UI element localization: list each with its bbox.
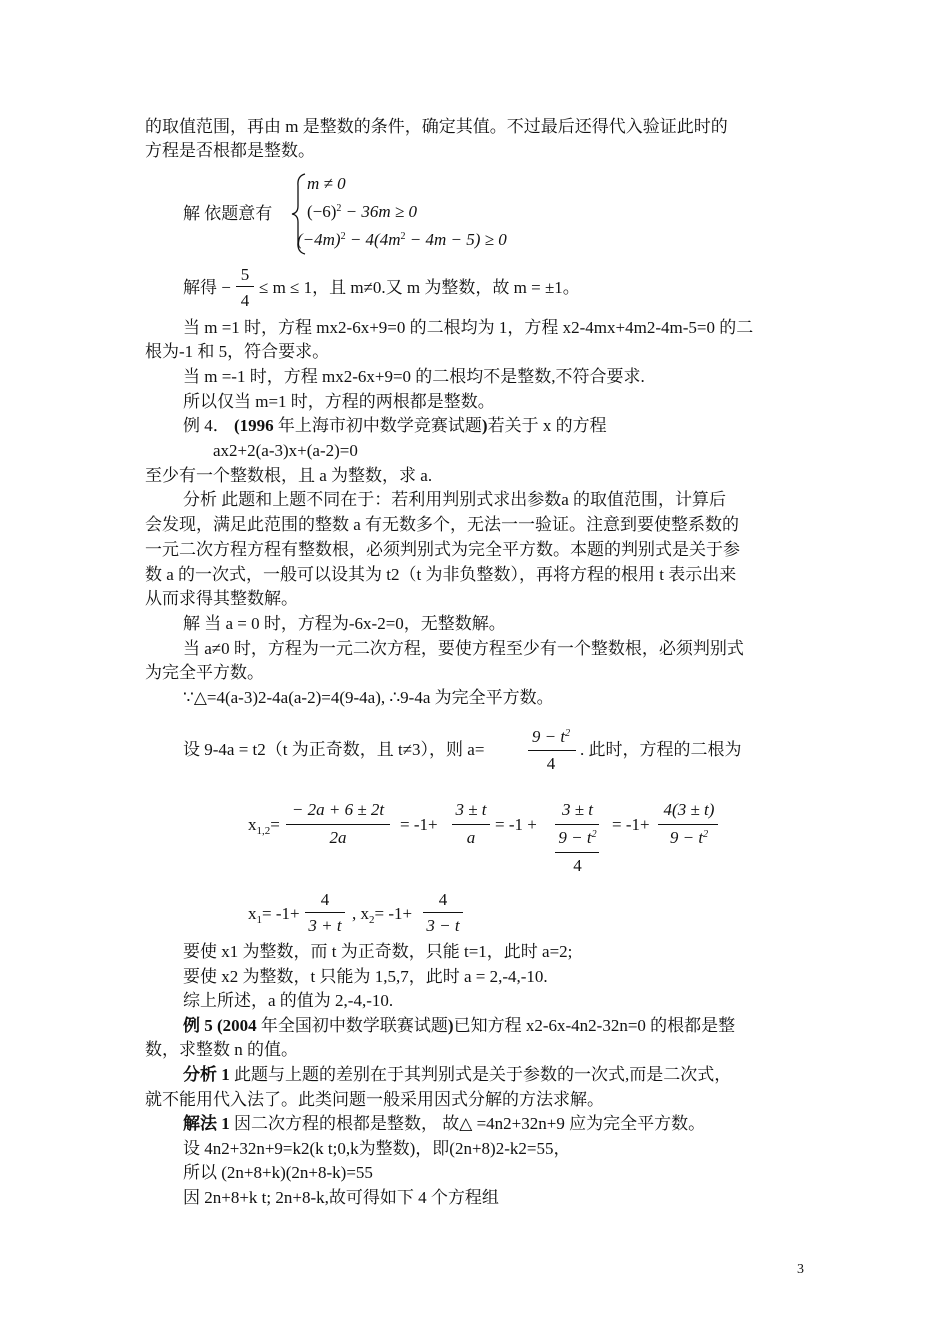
text-frag: = -1+ bbox=[262, 904, 300, 923]
text-line: 根为-1 和 5，符合要求。 bbox=[145, 342, 330, 361]
text-frag: (2004 bbox=[217, 1016, 257, 1035]
text-line: 设 9-4a = t2（t 为正奇数，且 t≠3），则 a= bbox=[183, 740, 485, 759]
text-line: 当 m =-1 时，方程 mx2-6x+9=0 的二根均不是整数,不符合要求. bbox=[183, 367, 645, 386]
text-frag: − 4(4m bbox=[345, 230, 401, 249]
frac-bar bbox=[555, 852, 599, 853]
text-line: 要使 x2 为整数，t 只能为 1,5,7，此时 a = 2,-4,-10. bbox=[183, 967, 548, 986]
frac-num: 5 bbox=[240, 265, 250, 284]
text-line: 为完全平方数。 bbox=[145, 663, 264, 682]
text-frag: − 4m − 5) ≥ 0 bbox=[405, 230, 507, 249]
frac-num: 3 ± t bbox=[561, 800, 594, 819]
text-line: 至少有一个整数根，且 a 为整数，求 a. bbox=[145, 466, 433, 485]
text-line: 当 m =1 时，方程 mx2-6x+9=0 的二根均为 1，方程 x2-4mx+4m2-4m-5=0 的二 bbox=[183, 318, 754, 337]
frac-bar bbox=[423, 912, 463, 913]
frac-bar bbox=[286, 824, 390, 825]
text-frag: 年全国初中数学联赛试题 bbox=[256, 1016, 448, 1035]
text-line: 解 依题意有 bbox=[183, 204, 273, 223]
text-frag: 已知方程 x2-6x-4n2-32n=0 的根都是整 bbox=[453, 1016, 736, 1035]
frac-den: 2a bbox=[329, 828, 347, 847]
text-line: 分析 此题和上题不同在于：若利用判别式求出参数a 的取值范围，计算后 bbox=[183, 490, 727, 509]
frac-num: 3 ± t bbox=[455, 800, 487, 819]
frac-den: 4 bbox=[240, 291, 250, 310]
text-line bbox=[183, 1064, 731, 1086]
text-line: 设 4n2+32n+9=k2(k t;0,k为整数)，即(2n+8)2-k2=55， bbox=[183, 1139, 571, 1158]
text-frag: 9 − t bbox=[669, 828, 704, 847]
text-frag: (1996 bbox=[234, 416, 274, 435]
frac-num: − 2a + 6 ± 2t bbox=[291, 800, 385, 819]
frac-num: 4 bbox=[438, 890, 448, 909]
frac-bar bbox=[305, 912, 345, 913]
text-line: 综上所述，a 的值为 2,-4,-10. bbox=[183, 991, 394, 1010]
text-line: 要使 x1 为整数，而 t 为正奇数，只能 t=1，此时 a=2; bbox=[183, 942, 573, 961]
frac-den: 3 + t bbox=[308, 916, 342, 935]
text-frag: 解法 1 bbox=[183, 1114, 230, 1133]
text-line: 方程是否根都是整数。 bbox=[145, 141, 315, 160]
text-frag: 若关于 x 的方程 bbox=[487, 416, 607, 435]
text-frag: 9 − t bbox=[558, 828, 592, 847]
text-frag: − 36m ≥ 0 bbox=[341, 202, 418, 221]
text-line: ∵△=4(a-3)2-4a(a-2)=4(9-4a), ∴9-4a 为完全平方数。 bbox=[183, 688, 554, 707]
text-line: 解 当 a = 0 时，方程为-6x-2=0，无整数解。 bbox=[183, 614, 506, 633]
text-frag: (−4m) bbox=[297, 230, 341, 249]
frac-den: 3 − t bbox=[426, 916, 460, 935]
frac-bar bbox=[236, 286, 254, 287]
frac-den: 4 bbox=[546, 754, 556, 773]
text-line: 所以仅当 m=1 时，方程的两根都是整数。 bbox=[183, 392, 495, 411]
text-frag: , x bbox=[352, 904, 369, 923]
text-line: ≤ m ≤ 1，且 m≠0.又 m 为整数，故 m = ±1。 bbox=[259, 278, 580, 297]
text-frag: 分析 1 bbox=[183, 1065, 230, 1084]
frac-den: $9 - t^2$ bbox=[669, 828, 709, 847]
frac-den: 4 bbox=[573, 856, 582, 875]
text-frag: x bbox=[248, 815, 257, 834]
system-line-1: m ≠ 0 bbox=[307, 174, 346, 193]
example-heading bbox=[183, 415, 607, 437]
math-label bbox=[248, 903, 300, 925]
example-heading bbox=[183, 1015, 735, 1037]
frac-mid: $9 - t^2$ bbox=[558, 828, 597, 847]
text-frag: 9 − t bbox=[531, 727, 566, 746]
text-line: 数 a 的一次式，一般可以设其为 t2（t 为非负整数），再将方程的根用 t 表示出来 bbox=[145, 565, 737, 584]
frac-bar bbox=[452, 824, 490, 825]
text-line bbox=[183, 1113, 705, 1135]
text-frag: 例 4． bbox=[183, 416, 230, 435]
text-frag: = -1+ bbox=[400, 815, 438, 834]
frac-num: 4(3 ± t) bbox=[663, 800, 715, 819]
text-frag: = -1+ bbox=[374, 904, 413, 923]
text-frag: = -1+ bbox=[612, 815, 650, 834]
text-frag: ) bbox=[447, 1016, 454, 1035]
frac-bar bbox=[555, 824, 599, 825]
text-frag: 年上海市初中数学竞赛试题 bbox=[273, 416, 482, 435]
text-line: 解得 − bbox=[183, 278, 231, 297]
text-frag: (−6) bbox=[307, 202, 337, 221]
text-line: 数，求整数 n 的值。 bbox=[145, 1040, 298, 1059]
subscript: 1 bbox=[256, 914, 262, 926]
text-frag: 例 5 bbox=[183, 1016, 213, 1035]
text-line: 一元二次方程方程有整数根，必须判别式为完全平方数。本题的判别式是关于参 bbox=[145, 540, 740, 559]
text-line: . 此时，方程的二根为 bbox=[580, 740, 742, 759]
frac-num: $9 - t^2$ bbox=[531, 727, 571, 746]
system-line-2: $(-6)^2 - 36m \ge 0$ bbox=[307, 202, 418, 221]
text-frag: ) bbox=[481, 416, 488, 435]
subscript: 1,2 bbox=[256, 825, 271, 837]
text-line: 当 a≠0 时，方程为一元二次方程，要使方程至少有一个整数根，必须判别式 bbox=[183, 639, 744, 658]
equation-line: ax2+2(a-3)x+(a-2)=0 bbox=[213, 441, 358, 460]
system-line-3: $(-4m)^2 - 4(4m^2 - 4m - 5) \ge 0$ bbox=[297, 230, 507, 249]
frac-num: 4 bbox=[320, 890, 330, 909]
frac-bar bbox=[528, 750, 576, 751]
text-line: 所以 (2n+8+k)(2n+8-k)=55 bbox=[183, 1163, 373, 1182]
math-label bbox=[248, 814, 280, 836]
text-line: 会发现，满足此范围的整数 a 有无数多个，无法一一验证。注意到要使整系数的 bbox=[145, 515, 740, 534]
text-line: 的取值范围，再由 m 是整数的条件，确定其值。不过最后还得代入验证此时的 bbox=[145, 117, 728, 136]
text-frag: = bbox=[270, 815, 280, 834]
text-line: 从而求得其整数解。 bbox=[145, 589, 298, 608]
frac-bar bbox=[658, 824, 718, 825]
text-frag: 此题与上题的差别在于其判别式是关于参数的一次式,而是二次式， bbox=[229, 1065, 732, 1084]
text-frag: x bbox=[248, 904, 257, 923]
math-label bbox=[352, 903, 412, 925]
subscript: 2 bbox=[369, 914, 375, 926]
text-line: 就不能用代入法了。此类问题一般采用因式分解的方法求解。 bbox=[145, 1090, 604, 1109]
frac-den: a bbox=[466, 828, 476, 847]
text-frag: 因二次方程的根都是整数， 故△ =4n2+32n+9 应为完全平方数。 bbox=[229, 1114, 706, 1133]
text-line: 因 2n+8+k t; 2n+8-k,故可得如下 4 个方程组 bbox=[183, 1188, 499, 1207]
text-frag: = -1 + bbox=[495, 815, 537, 834]
page-number: 3 bbox=[797, 1262, 804, 1277]
